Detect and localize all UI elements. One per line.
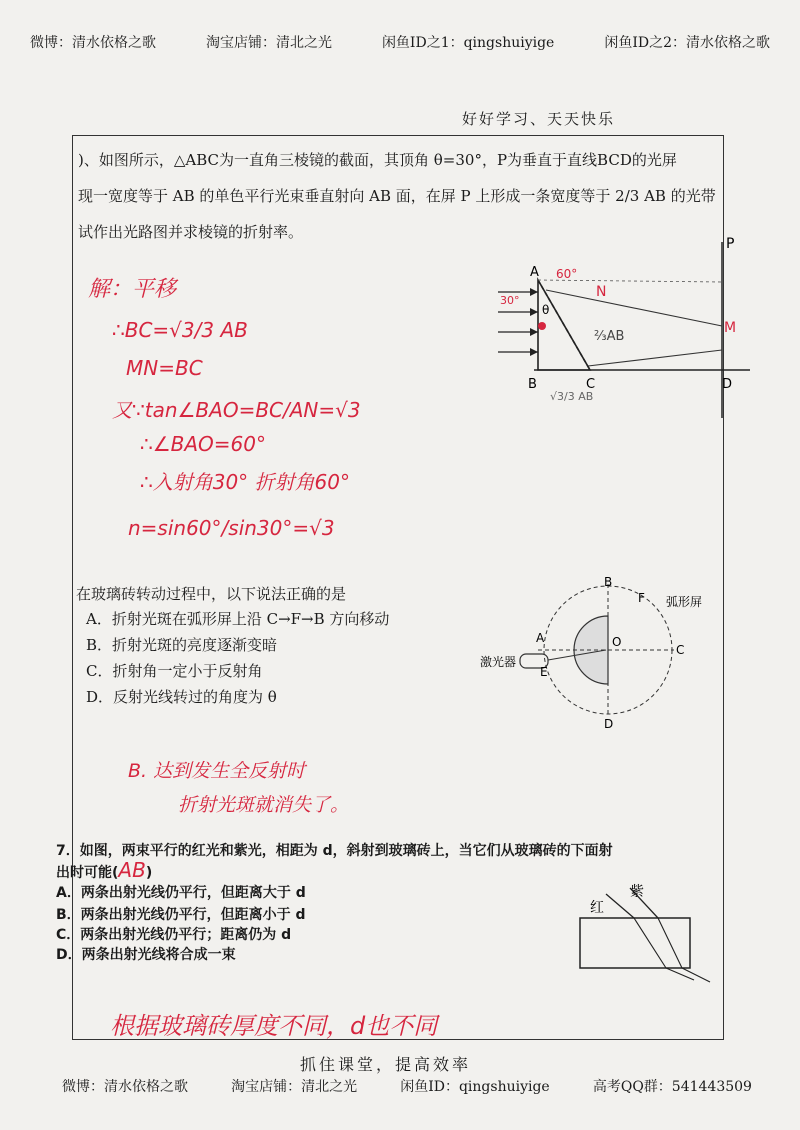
footer-taobao: 淘宝店铺：清北之光: [231, 1079, 358, 1095]
hw-dot: [538, 322, 546, 330]
bottom-footer: [62, 1076, 752, 1096]
footer-weibo: 微博：清水依格之歌: [62, 1079, 188, 1095]
label-A: A: [530, 265, 539, 280]
d2-label-C: C: [676, 643, 685, 657]
arrow-head-4: [530, 348, 538, 356]
semicircle-diagram: [478, 576, 722, 736]
q7-option-b: B．两条出射光线仍平行，但距离小于 d: [56, 907, 306, 923]
q5-option-b: B．折射光斑的亮度逐渐变暗: [86, 636, 278, 654]
footer-slogan: 抓住课堂，提高效率: [300, 1055, 472, 1074]
hw-solution-l3: MN=BC: [126, 356, 203, 380]
d2-label-laser: 激光器: [480, 655, 517, 669]
arrow-head-2: [530, 308, 538, 316]
q6-line-3: 试作出光路图并求棱镜的折射率。: [78, 223, 304, 241]
d2-label-screen: 弧形屏: [666, 595, 703, 609]
q7-stem-2-end: ): [145, 865, 153, 881]
arrow-head-3: [530, 328, 538, 336]
label-D: D: [722, 377, 733, 392]
hw-q5-note-2: 折射光斑就消失了。: [178, 794, 350, 816]
hw-30: 30°: [500, 294, 520, 307]
hw-bc: √3/3 AB: [550, 390, 594, 403]
slab-diagram: [570, 880, 730, 990]
hw-band: ⅔AB: [594, 329, 625, 344]
hw-60: 60°: [556, 267, 578, 281]
label-theta: θ: [542, 303, 550, 317]
hw-solution-l7: n=sin60°/sin30°=√3: [128, 516, 335, 540]
q7-option-c: C．两条出射光线仍平行；距离仍为 d: [56, 927, 292, 943]
q5-stem: 在玻璃砖转动过程中，以下说法正确的是: [76, 585, 347, 603]
motto: 好好学习、天天快乐: [462, 110, 616, 128]
q7-option-d: D．两条出射光线将合成一束: [56, 947, 236, 963]
d2-label-O: O: [612, 635, 622, 649]
hw-solution-l2: ∴BC=√3/3 AB: [112, 318, 248, 342]
q5-option-a: A．折射光斑在弧形屏上沿 C→F→B 方向移动: [86, 610, 390, 628]
q7-stem-1: 7．如图，两束平行的红光和紫光，相距为 d，斜射到玻璃砖上，当它们从玻璃砖的下面射: [56, 843, 613, 859]
refracted-ray-1: [546, 290, 722, 326]
hw-solution-l5: ∴∠BAO=60°: [140, 432, 267, 456]
d2-label-B: B: [604, 576, 613, 589]
q5-option-d: D．反射光线转过的角度为 θ: [86, 688, 277, 706]
footer-qq: 高考QQ群：541443509: [592, 1079, 752, 1095]
q7-stem-2-wrap: [56, 858, 152, 882]
footer-xianyu: 闲鱼ID：qingshuiyige: [400, 1079, 550, 1095]
hw-solution-l4: 又∵tan∠BAO=BC/AN=√3: [112, 398, 361, 422]
d2-label-E: E: [540, 665, 548, 679]
q7-stem-2: 出时可能(: [56, 865, 119, 881]
hw-q5-note-1: B. 达到发生全反射时: [128, 760, 306, 782]
hw-M: M: [724, 320, 737, 336]
label-C: C: [586, 377, 596, 392]
glass-slab: [580, 918, 690, 968]
header-taobao: 淘宝店铺：清北之光: [205, 35, 332, 51]
q6-line-1: )、如图所示，△ABC为一直角三棱镜的截面，其顶角 θ=30°，P为垂直于直线BCD的光屏: [78, 151, 677, 169]
top-header: [30, 32, 770, 52]
q6-line-2: 现一宽度等于 AB 的单色平行光束垂直射向 AB 面，在屏 P 上形成一条宽度等于 2/3 AB 的光带: [78, 187, 716, 205]
header-xianyu-1: 闲鱼ID之1：qingshuiyige: [381, 35, 555, 51]
q5-option-c: C．折射角一定小于反射角: [86, 662, 263, 680]
header-weibo: 微博：清水依格之歌: [30, 35, 156, 51]
arrow-head-1: [530, 288, 538, 296]
hw-solution-l1: 解：平移: [88, 277, 177, 302]
refracted-ray-2: [588, 350, 722, 366]
q7-answer-mark: AB: [118, 858, 146, 882]
d2-label-F: F: [638, 591, 645, 605]
d2-label-A: A: [536, 631, 545, 645]
label-red: 红: [590, 900, 604, 916]
hw-q7-note: 根据玻璃砖厚度不同，d也不同: [110, 1012, 438, 1040]
label-P: P: [726, 236, 735, 252]
purple-ray-out: [682, 968, 710, 982]
hw-solution-l6: ∴入射角30° 折射角60°: [140, 470, 350, 494]
label-purple: 紫: [630, 884, 644, 900]
hw-N: N: [596, 284, 607, 300]
red-ray-out: [666, 968, 694, 980]
header-xianyu-2: 闲鱼ID之2：清水依格之歌: [604, 35, 770, 51]
d2-label-D: D: [604, 717, 614, 731]
q7-option-a: A．两条出射光线仍平行，但距离大于 d: [56, 885, 306, 901]
prism-diagram: [490, 232, 760, 422]
label-B: B: [528, 377, 537, 392]
